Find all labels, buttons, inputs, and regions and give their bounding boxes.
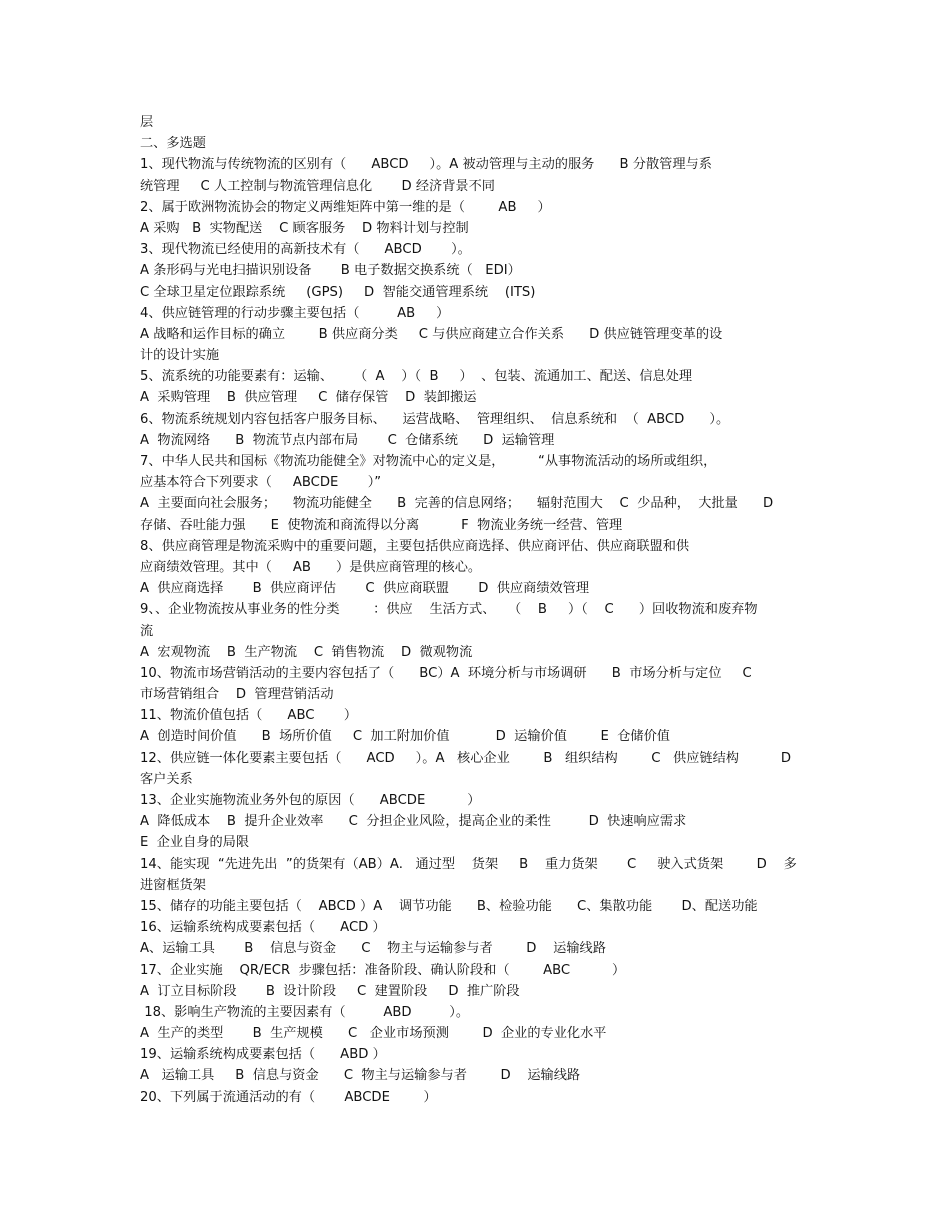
text-line: 二、多选题 (140, 136, 206, 152)
text-line: 7、中华人民共和国标《物流功能健全》对物流中心的定义是， “从事物流活动的场所或组织， (140, 454, 717, 469)
text-line: 存储、吞吐能力强 E 使物流和商流得以分离 F 物流业务统一经营、管理 (140, 517, 623, 533)
text-line: A 宏观物流 B 生产物流 C 销售物流 D 微观物流 (140, 644, 473, 660)
text-line: 11、物流价值包括（ ABC ） (140, 708, 358, 724)
text-line: A 降低成本 B 提升企业效率 C 分担企业风险，提高企业的柔性 D 快速响应需求 (140, 814, 687, 830)
text-line: A 采购管理 B 供应管理 C 储存保管 D 装卸搬运 (140, 390, 477, 406)
text-line: 14、能实现 “先进先出 ”的货架有（AB）A. 通过型 货架 B 重力货架 C 驶入式货架 D 多 (140, 856, 797, 872)
text-line: 3、现代物流已经使用的高新技术有（ ABCD ）。 (140, 242, 471, 258)
text-line: A 采购 B 实物配送 C 顾客服务 D 物料计划与控制 (140, 220, 469, 236)
text-line: 应商绩效管理。其中（ AB ）是供应商管理的核心。 (140, 559, 482, 575)
text-line: 4、供应链管理的行动步骤主要包括（ AB ） (140, 305, 450, 321)
text-line: A 物流网络 B 物流节点内部布局 C 仓储系统 D 运输管理 (140, 432, 555, 448)
text-line: 流 (140, 623, 154, 639)
text-line: 1、现代物流与传统物流的区别有（ ABCD ）。A 被动管理与主动的服务 B 分散管理与系 (140, 157, 712, 173)
text-line: 客户关系 (140, 771, 193, 787)
text-line: 10、物流市场营销活动的主要内容包括了（ BC）A 环境分析与市场调研 B 市场分析与定位 C (140, 665, 752, 681)
text-line: 层 (140, 115, 154, 130)
text-line: A 主要面向社会服务； 物流功能健全 B 完善的信息网络； 辐射范围大 C 少品种， 大批量 D (140, 496, 774, 512)
text-line: A 条形码与光电扫描识别设备 B 电子数据交换系统（ EDI） (140, 263, 521, 279)
text-line: 12、供应链一体化要素主要包括（ ACD ）。A 核心企业 B 组织结构 C 供应链结构 D (140, 750, 792, 766)
text-line: 18、影响生产物流的主要因素有（ ABD ）。 (140, 1004, 470, 1020)
text-line: 8、供应商管理是物流采购中的重要问题，主要包括供应商选择、供应商评估、供应商联盟和供 (140, 538, 690, 554)
text-line: A 生产的类型 B 生产规模 C 企业市场预测 D 企业的专业化水平 (140, 1026, 607, 1042)
text-line: 16、运输系统构成要素包括（ ACD ） (140, 920, 386, 936)
text-line: 15、储存的功能主要包括（ ABCD ）A 调节功能 B、检验功能 C、集散功能 D、配送功能 (140, 898, 758, 914)
text-line: 9、、企业物流按从事业务的性分类 ：供应 生活方式、 （ B ）（ C ）回收物流和废弃物 (140, 602, 758, 618)
text-line: 20、下列属于流通活动的有（ ABCDE ） (140, 1089, 437, 1105)
text-line: A 运输工具 B 信息与资金 C 物主与运输参与者 D 运输线路 (140, 1068, 581, 1084)
text-line: A、运输工具 B 信息与资金 C 物主与运输参与者 D 运输线路 (140, 941, 606, 957)
text-line: 进窗框货架 (140, 877, 206, 893)
text-line: A 供应商选择 B 供应商评估 C 供应商联盟 D 供应商绩效管理 (140, 581, 590, 597)
text-line: 2、属于欧洲物流协会的物定义两维矩阵中第一维的是（ AB ） (140, 199, 551, 215)
document-page (140, 112, 820, 1108)
text-line: 6、物流系统规划内容包括客户服务目标、 运营战略、 管理组织、 信息系统和 （ ABCD ）。 (140, 411, 730, 427)
text-line: 计的设计实施 (140, 348, 220, 364)
text-line: 统管理 C 人工控制与物流管理信息化 D 经济背景不同 (140, 178, 495, 194)
text-line: A 战略和运作目标的确立 B 供应商分类 C 与供应商建立合作关系 D 供应链管理变革的设 (140, 326, 723, 342)
text-line: 17、企业实施 QR/ECR 步骤包括：准备阶段、确认阶段和（ ABC ） (140, 962, 626, 978)
text-line: E 企业自身的局限 (140, 835, 250, 851)
text-line: A 创造时间价值 B 场所价值 C 加工附加价值 D 运输价值 E 仓储价值 (140, 729, 670, 745)
text-line: 应基本符合下列要求（ ABCDE ）” (140, 475, 382, 491)
text-line: 13、企业实施物流业务外包的原因（ ABCDE ） (140, 793, 481, 808)
text-line: 5、流系统的功能要素有：运输、 （ A ）（ B ） 、包装、流通加工、配送、信息处理 (140, 369, 693, 385)
text-line: A 订立目标阶段 B 设计阶段 C 建置阶段 D 推广阶段 (140, 983, 520, 999)
text-line: 19、运输系统构成要素包括（ ABD ） (140, 1047, 386, 1063)
text-line: 市场营销组合 D 管理营销活动 (140, 687, 334, 703)
text-line: C 全球卫星定位跟踪系统 (GPS) D 智能交通管理系统 (ITS) (140, 284, 536, 300)
